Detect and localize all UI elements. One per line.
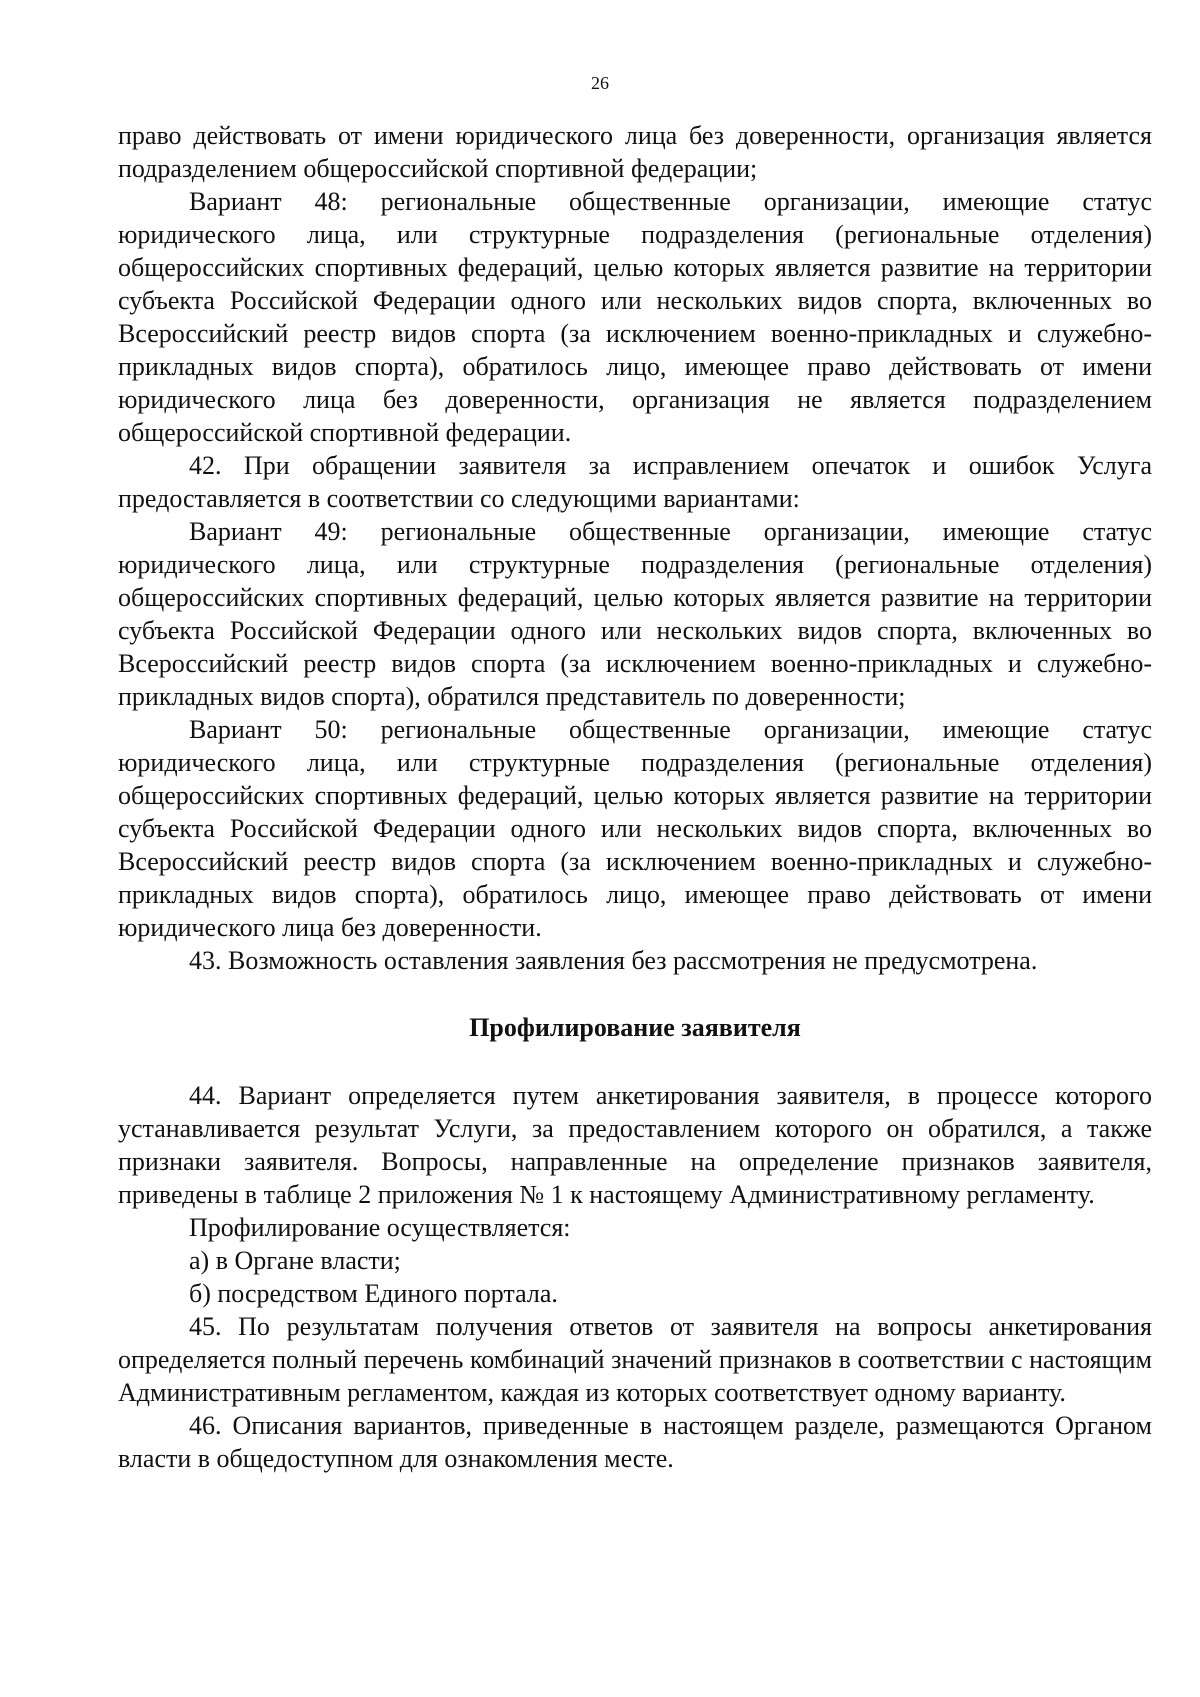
paragraph-variant-49: Вариант 49: региональные общественные организации, имеющие статус юридического лица, или структурные подразделения (региональные отделения) общероссийских спортивных федераций, целью которых является развитие на территории субъекта Российской Федерации одного или нескольких видов спорта, включенных во Всероссийский реестр видов спорта (за исключением военно-прикладных и служебно-прикладных видов спорта), обратился представитель по доверенности;	[118, 517, 1152, 711]
paragraph-item-43: 43. Возможность оставления заявления без рассмотрения не предусмотрена.	[189, 946, 1038, 975]
paragraph-item-46: 46. Описания вариантов, приведенные в настоящем разделе, размещаются Органом власти в общедоступном для ознакомления месте.	[118, 1411, 1152, 1473]
paragraph-item-44: 44. Вариант определяется путем анкетирования заявителя, в процессе которого устанавливается результат Услуги, за предоставлением которого он обратился, а также признаки заявителя. Вопросы, направленные на определение признаков заявителя, приведены в таблице 2 приложения № 1 к настоящему Административному регламенту.	[118, 1081, 1152, 1209]
document-body	[118, 119, 1152, 1475]
list-item-a: а) в Органе власти;	[189, 1246, 401, 1275]
list-item-b: б) посредством Единого портала.	[189, 1279, 558, 1308]
page-number: 26	[591, 73, 609, 93]
paragraph-variant-50: Вариант 50: региональные общественные организации, имеющие статус юридического лица, или структурные подразделения (региональные отделения) общероссийских спортивных федераций, целью которых является развитие на территории субъекта Российской Федерации одного или нескольких видов спорта, включенных во Всероссийский реестр видов спорта (за исключением военно-прикладных и служебно-прикладных видов спорта), обратилось лицо, имеющее право действовать от имени юридического лица без доверенности.	[118, 715, 1152, 942]
paragraph-profiling-intro: Профилирование осуществляется:	[189, 1213, 571, 1242]
paragraph-variant-48: Вариант 48: региональные общественные организации, имеющие статус юридического лица, или структурные подразделения (региональные отделения) общероссийских спортивных федераций, целью которых является развитие на территории субъекта Российской Федерации одного или нескольких видов спорта, включенных во Всероссийский реестр видов спорта (за исключением военно-прикладных и служебно-прикладных видов спорта), обратилось лицо, имеющее право действовать от имени юридического лица без доверенности, организация не является подразделением общероссийской спортивной федерации.	[118, 187, 1152, 447]
section-heading: Профилирование заявителя	[469, 1013, 801, 1042]
paragraph-continuation: право действовать от имени юридического лица без доверенности, организация является подразделением общероссийской спортивной федерации;	[118, 121, 1152, 183]
paragraph-item-42: 42. При обращении заявителя за исправлением опечаток и ошибок Услуга предоставляется в соответствии со следующими вариантами:	[118, 451, 1152, 513]
paragraph-item-45: 45. По результатам получения ответов от заявителя на вопросы анкетирования определяется полный перечень комбинаций значений признаков в соответствии с настоящим Административным регламентом, каждая из которых соответствует одному варианту.	[118, 1312, 1152, 1407]
